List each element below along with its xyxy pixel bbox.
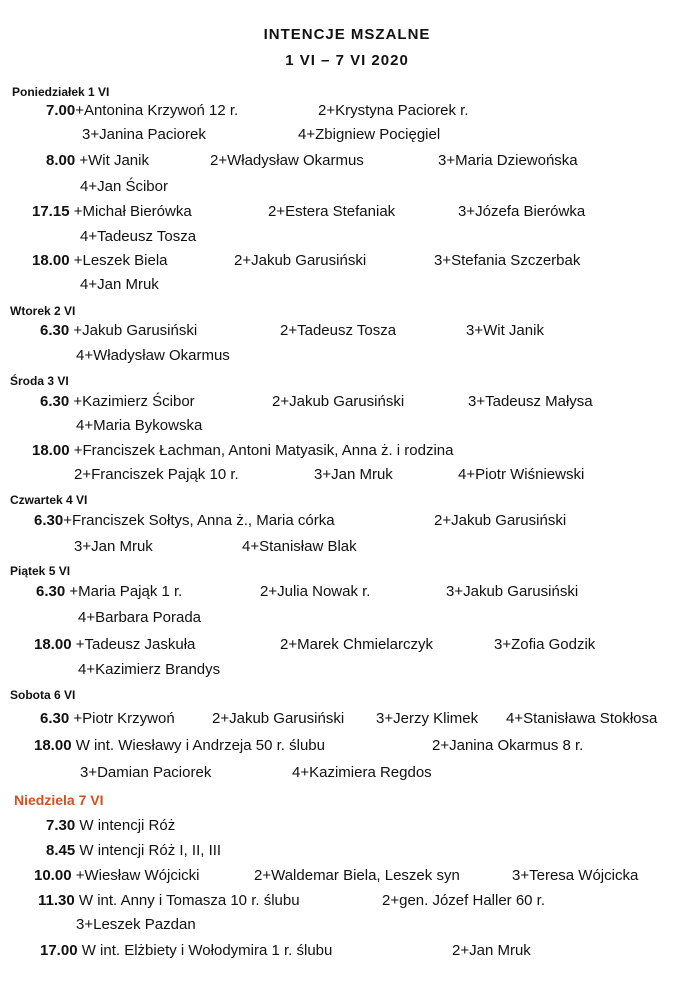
intention: 2+Estera Stefaniak (268, 203, 396, 220)
intention: 4+Piotr Wiśniewski (458, 466, 585, 483)
mass-entry (40, 322, 544, 340)
day-heading: Wtorek 2 VI (10, 304, 76, 318)
mass-entry-cont (74, 538, 357, 556)
mass-entry (46, 842, 221, 860)
intention: 4+Barbara Porada (78, 609, 202, 626)
intention: +Leszek Biela (73, 252, 168, 269)
intention: +Michał Bierówka (73, 203, 192, 220)
mass-time: 18.00 (34, 636, 72, 653)
mass-time: 6.30 (40, 393, 70, 410)
mass-entry (32, 203, 586, 221)
intention: 2+Jakub Garusiński (234, 252, 367, 269)
intention: +Tadeusz Jaskuła (75, 636, 196, 653)
intention: +Franciszek Łachman, Antoni Matyasik, Anna ż. i rodzina (73, 442, 454, 459)
mass-time: 7.30 (46, 817, 76, 834)
mass-entry (40, 710, 658, 728)
mass-entry (34, 512, 567, 530)
mass-entry-cont (80, 764, 432, 782)
day-heading: Środa 3 VI (10, 374, 69, 388)
intention: 2+Jakub Garusiński (272, 393, 405, 410)
intention: 4+Władysław Okarmus (76, 347, 230, 364)
intention: 3+Janina Paciorek (82, 126, 206, 143)
intention: 2+Tadeusz Tosza (280, 322, 397, 339)
mass-entry (40, 393, 593, 411)
mass-entry (46, 152, 578, 170)
intention: W intencji Róż I, II, III (79, 842, 222, 859)
intention: W int. Elżbiety i Wołodymira 1 r. ślubu (81, 942, 333, 959)
intention: W int. Wiesławy i Andrzeja 50 r. ślubu (75, 737, 325, 754)
date-range: 1 VI – 7 VI 2020 (285, 52, 409, 69)
mass-entry (36, 583, 579, 601)
intention: 4+Zbigniew Pocięgiel (298, 126, 441, 143)
intention: W int. Anny i Tomasza 10 r. ślubu (78, 892, 300, 909)
day-heading: Czwartek 4 VI (10, 493, 88, 507)
intention: 2+Jan Mruk (452, 942, 531, 959)
intention: 4+Kazimierz Brandys (78, 661, 221, 678)
day-heading-sunday: Niedziela 7 VI (14, 792, 104, 808)
intention: W intencji Róż (79, 817, 176, 834)
mass-time: 8.00 (46, 152, 76, 169)
mass-entry-cont (76, 417, 202, 435)
mass-entry (32, 442, 454, 460)
day-heading: Sobota 6 VI (10, 688, 76, 702)
day-heading: Poniedziałek 1 VI (12, 85, 110, 99)
intention: 3+Teresa Wójcicka (512, 867, 639, 884)
mass-entry-cont (80, 178, 168, 196)
mass-entry-cont (80, 228, 196, 246)
mass-entry-cont (80, 276, 159, 294)
intention: 2+Waldemar Biela, Leszek syn (254, 867, 460, 884)
page-title: INTENCJE MSZALNE (263, 26, 431, 43)
intention: +Piotr Krzywoń (73, 710, 175, 727)
intention: 2+Jakub Garusiński (434, 512, 567, 529)
mass-time: 18.00 (34, 737, 72, 754)
mass-time: 6.30 (34, 512, 64, 529)
intention: 3+Jakub Garusiński (446, 583, 579, 600)
mass-entry (34, 867, 639, 885)
mass-entry (46, 817, 175, 835)
mass-time: 8.45 (46, 842, 76, 859)
mass-time: 17.15 (32, 203, 70, 220)
intention: 3+Damian Paciorek (80, 764, 212, 781)
intention: 4+Jan Mruk (80, 276, 159, 293)
intention: 3+Leszek Pazdan (76, 916, 196, 933)
mass-entry-cont (76, 347, 230, 365)
mass-entry-cont (78, 609, 201, 627)
intention: +Franciszek Sołtys, Anna ż., Maria córka (63, 512, 335, 529)
intention: 3+Jerzy Klimek (376, 710, 479, 727)
mass-time: 6.30 (36, 583, 66, 600)
intention: 2+Marek Chmielarczyk (280, 636, 433, 653)
intention: 4+Tadeusz Tosza (80, 228, 197, 245)
intention: 3+Zofia Godzik (494, 636, 596, 653)
mass-time: 7.00 (46, 102, 76, 119)
intention: +Wit Janik (79, 152, 149, 169)
intention: 2+Janina Okarmus 8 r. (432, 737, 584, 754)
intention: 4+Jan Ścibor (80, 178, 168, 195)
mass-time: 6.30 (40, 322, 70, 339)
mass-time: 6.30 (40, 710, 70, 727)
intention: +Kazimierz Ścibor (73, 393, 195, 410)
intention: 4+Kazimiera Regdos (292, 764, 432, 781)
mass-entry-cont (82, 126, 441, 144)
mass-time: 10.00 (34, 867, 72, 884)
day-heading: Piątek 5 VI (10, 564, 71, 578)
intention: 2+Krystyna Paciorek r. (318, 102, 469, 119)
intention: +Jakub Garusiński (73, 322, 198, 339)
intention: 3+Stefania Szczerbak (434, 252, 581, 269)
mass-time: 11.30 (38, 892, 75, 909)
intention: 4+Maria Bykowska (76, 417, 203, 434)
intention: 3+Wit Janik (466, 322, 544, 339)
mass-entry-cont (78, 661, 220, 679)
intention: 2+Jakub Garusiński (212, 710, 345, 727)
intention: 4+Stanisław Blak (242, 538, 357, 555)
intention: 4+Stanisława Stokłosa (506, 710, 658, 727)
intention: 2+Franciszek Pająk 10 r. (74, 466, 239, 483)
intention: +Wiesław Wójcicki (75, 867, 200, 884)
mass-entry (34, 737, 584, 755)
intention: +Maria Pająk 1 r. (69, 583, 183, 600)
intention: 2+gen. Józef Haller 60 r. (382, 892, 546, 909)
mass-entry (32, 252, 581, 270)
mass-time: 18.00 (32, 252, 70, 269)
intention: +Antonina Krzywoń 12 r. (75, 102, 239, 119)
intention: 3+Józefa Bierówka (458, 203, 586, 220)
intention: 3+Maria Dziewońska (438, 152, 578, 169)
intention: 2+Władysław Okarmus (210, 152, 364, 169)
mass-entry-cont (76, 916, 196, 934)
mass-entry-cont (74, 466, 585, 484)
intention: 3+Jan Mruk (74, 538, 153, 555)
intention: 3+Jan Mruk (314, 466, 393, 483)
mass-entry (40, 942, 531, 960)
mass-time: 17.00 (40, 942, 78, 959)
mass-time: 18.00 (32, 442, 70, 459)
intention: 2+Julia Nowak r. (260, 583, 371, 600)
mass-entry (38, 892, 546, 910)
mass-entry (34, 636, 596, 654)
intention: 3+Tadeusz Małysa (468, 393, 593, 410)
mass-entry (46, 102, 469, 120)
